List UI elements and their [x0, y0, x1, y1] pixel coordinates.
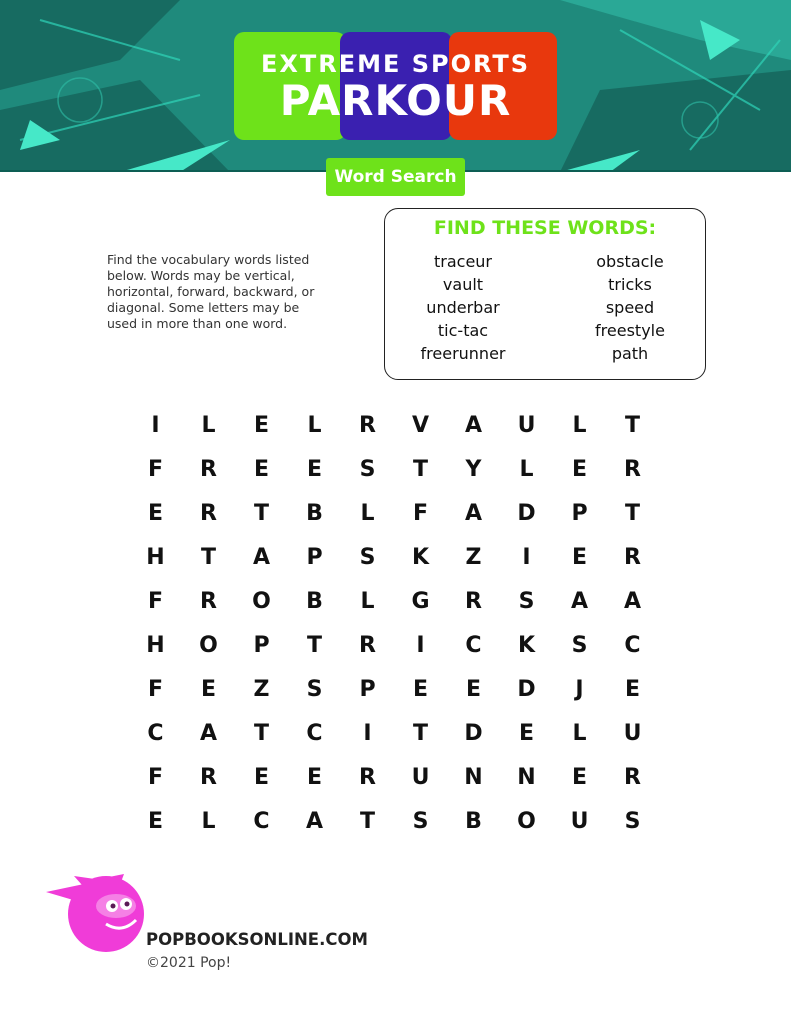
grid-letter: Z [465, 545, 482, 570]
grid-letter: R [200, 589, 217, 614]
grid-letter: E [253, 413, 270, 438]
grid-letter: E [306, 765, 323, 790]
grid-letter: E [624, 677, 641, 702]
grid-letter: E [465, 677, 482, 702]
grid-letter: R [359, 765, 376, 790]
grid-letter: R [200, 501, 217, 526]
grid-letter: E [147, 501, 164, 526]
word-item: vault [442, 275, 484, 294]
grid-letter: R [624, 545, 641, 570]
grid-letter: O [199, 633, 218, 658]
grid-letter: N [517, 765, 536, 790]
logo-title: PARKOUR [279, 76, 512, 125]
word-item: obstacle [596, 252, 664, 271]
grid-letter: T [306, 633, 322, 658]
grid-letter: S [359, 457, 376, 482]
website-url: POPBOOKSONLINE.COM [146, 930, 368, 949]
grid-letter: R [200, 457, 217, 482]
grid-letter: L [572, 413, 587, 438]
grid-letter: E [147, 809, 164, 834]
grid-letter: L [201, 809, 216, 834]
grid-letter: L [572, 721, 587, 746]
grid-letter: K [411, 545, 430, 570]
grid-letter: A [623, 589, 642, 614]
grid-letter: O [252, 589, 271, 614]
grid-letter: D [464, 721, 483, 746]
grid-letter: T [359, 809, 375, 834]
grid-letter: T [412, 457, 428, 482]
grid-letter: R [624, 765, 641, 790]
word-item: tricks [608, 275, 652, 294]
grid-letter: I [416, 633, 425, 658]
word-item: freestyle [595, 321, 665, 340]
grid-letter: R [359, 413, 376, 438]
grid-letter: Z [253, 677, 270, 702]
grid-letter: R [359, 633, 376, 658]
grid-letter: F [147, 589, 164, 614]
grid-letter: E [200, 677, 217, 702]
grid-letter: D [517, 501, 536, 526]
grid-letter: E [571, 545, 588, 570]
letter-grid [129, 404, 659, 844]
grid-letter: C [624, 633, 641, 658]
word-item: freerunner [420, 344, 506, 363]
grid-letter: I [151, 413, 160, 438]
grid-letter: U [623, 721, 642, 746]
grid-letter: R [200, 765, 217, 790]
grid-letter: P [571, 501, 588, 526]
pop-mascot-logo [44, 872, 146, 954]
grid-letter: O [517, 809, 536, 834]
grid-letter: L [519, 457, 534, 482]
grid-letter: L [307, 413, 322, 438]
grid-letter: F [412, 501, 429, 526]
grid-letter: A [464, 413, 483, 438]
grid-letter: A [252, 545, 271, 570]
grid-letter: A [199, 721, 218, 746]
grid-letter: E [253, 457, 270, 482]
grid-letter: B [465, 809, 482, 834]
instructions-text: Find the vocabulary words listed below. Words may be vertical, horizontal, forward, backward, or diagonal. Some letters may be used in more than one word. [107, 252, 315, 331]
grid-letter: V [411, 413, 430, 438]
grid-letter: E [306, 457, 323, 482]
grid-letter: I [522, 545, 531, 570]
grid-letter: E [412, 677, 429, 702]
grid-letter: U [570, 809, 589, 834]
word-list-left-column [388, 250, 538, 365]
grid-letter: C [147, 721, 164, 746]
word-item: path [611, 344, 649, 363]
grid-letter: E [253, 765, 270, 790]
grid-letter: P [359, 677, 376, 702]
grid-letter: T [412, 721, 428, 746]
grid-letter: C [465, 633, 482, 658]
grid-letter: P [306, 545, 323, 570]
grid-letter: K [517, 633, 536, 658]
parkour-logo [234, 32, 557, 140]
grid-letter: R [465, 589, 482, 614]
grid-letter: B [306, 589, 323, 614]
logo-subtitle: EXTREME SPORTS [260, 50, 531, 78]
grid-letter: C [306, 721, 323, 746]
grid-letter: E [518, 721, 535, 746]
word-list-title: FIND THESE WORDS: [433, 217, 657, 239]
word-item: traceur [433, 252, 492, 271]
grid-letter: R [624, 457, 641, 482]
grid-letter: U [411, 765, 430, 790]
grid-letter: L [201, 413, 216, 438]
grid-letter: J [575, 677, 584, 702]
grid-letter: I [363, 721, 372, 746]
grid-letter: B [306, 501, 323, 526]
grid-letter: S [518, 589, 535, 614]
grid-letter: T [200, 545, 216, 570]
grid-letter: Y [465, 457, 482, 482]
grid-letter: E [571, 457, 588, 482]
grid-letter: H [146, 545, 165, 570]
grid-letter: G [411, 589, 430, 614]
copyright-text: ©2021 Pop! [146, 955, 232, 971]
word-list-right-column [555, 250, 705, 365]
grid-letter: H [146, 633, 165, 658]
grid-letter: S [412, 809, 429, 834]
grid-letter: S [306, 677, 323, 702]
grid-letter: A [464, 501, 483, 526]
grid-letter: U [517, 413, 536, 438]
grid-letter: T [253, 501, 269, 526]
word-item: speed [605, 298, 655, 317]
grid-letter: F [147, 677, 164, 702]
word-list-box [384, 208, 706, 380]
grid-letter: C [253, 809, 270, 834]
grid-letter: L [360, 501, 375, 526]
word-item: tic-tac [437, 321, 489, 340]
grid-letter: P [253, 633, 270, 658]
grid-letter: S [624, 809, 641, 834]
grid-letter: D [517, 677, 536, 702]
grid-letter: A [305, 809, 324, 834]
word-search-label: Word Search [326, 158, 465, 196]
grid-letter: T [624, 413, 640, 438]
grid-letter: T [253, 721, 269, 746]
grid-letter: T [624, 501, 640, 526]
grid-letter: S [359, 545, 376, 570]
grid-letter: A [570, 589, 589, 614]
grid-letter: E [571, 765, 588, 790]
grid-letter: S [571, 633, 588, 658]
grid-letter: F [147, 765, 164, 790]
grid-letter: N [464, 765, 483, 790]
grid-letter: L [360, 589, 375, 614]
word-item: underbar [426, 298, 500, 317]
grid-letter: F [147, 457, 164, 482]
